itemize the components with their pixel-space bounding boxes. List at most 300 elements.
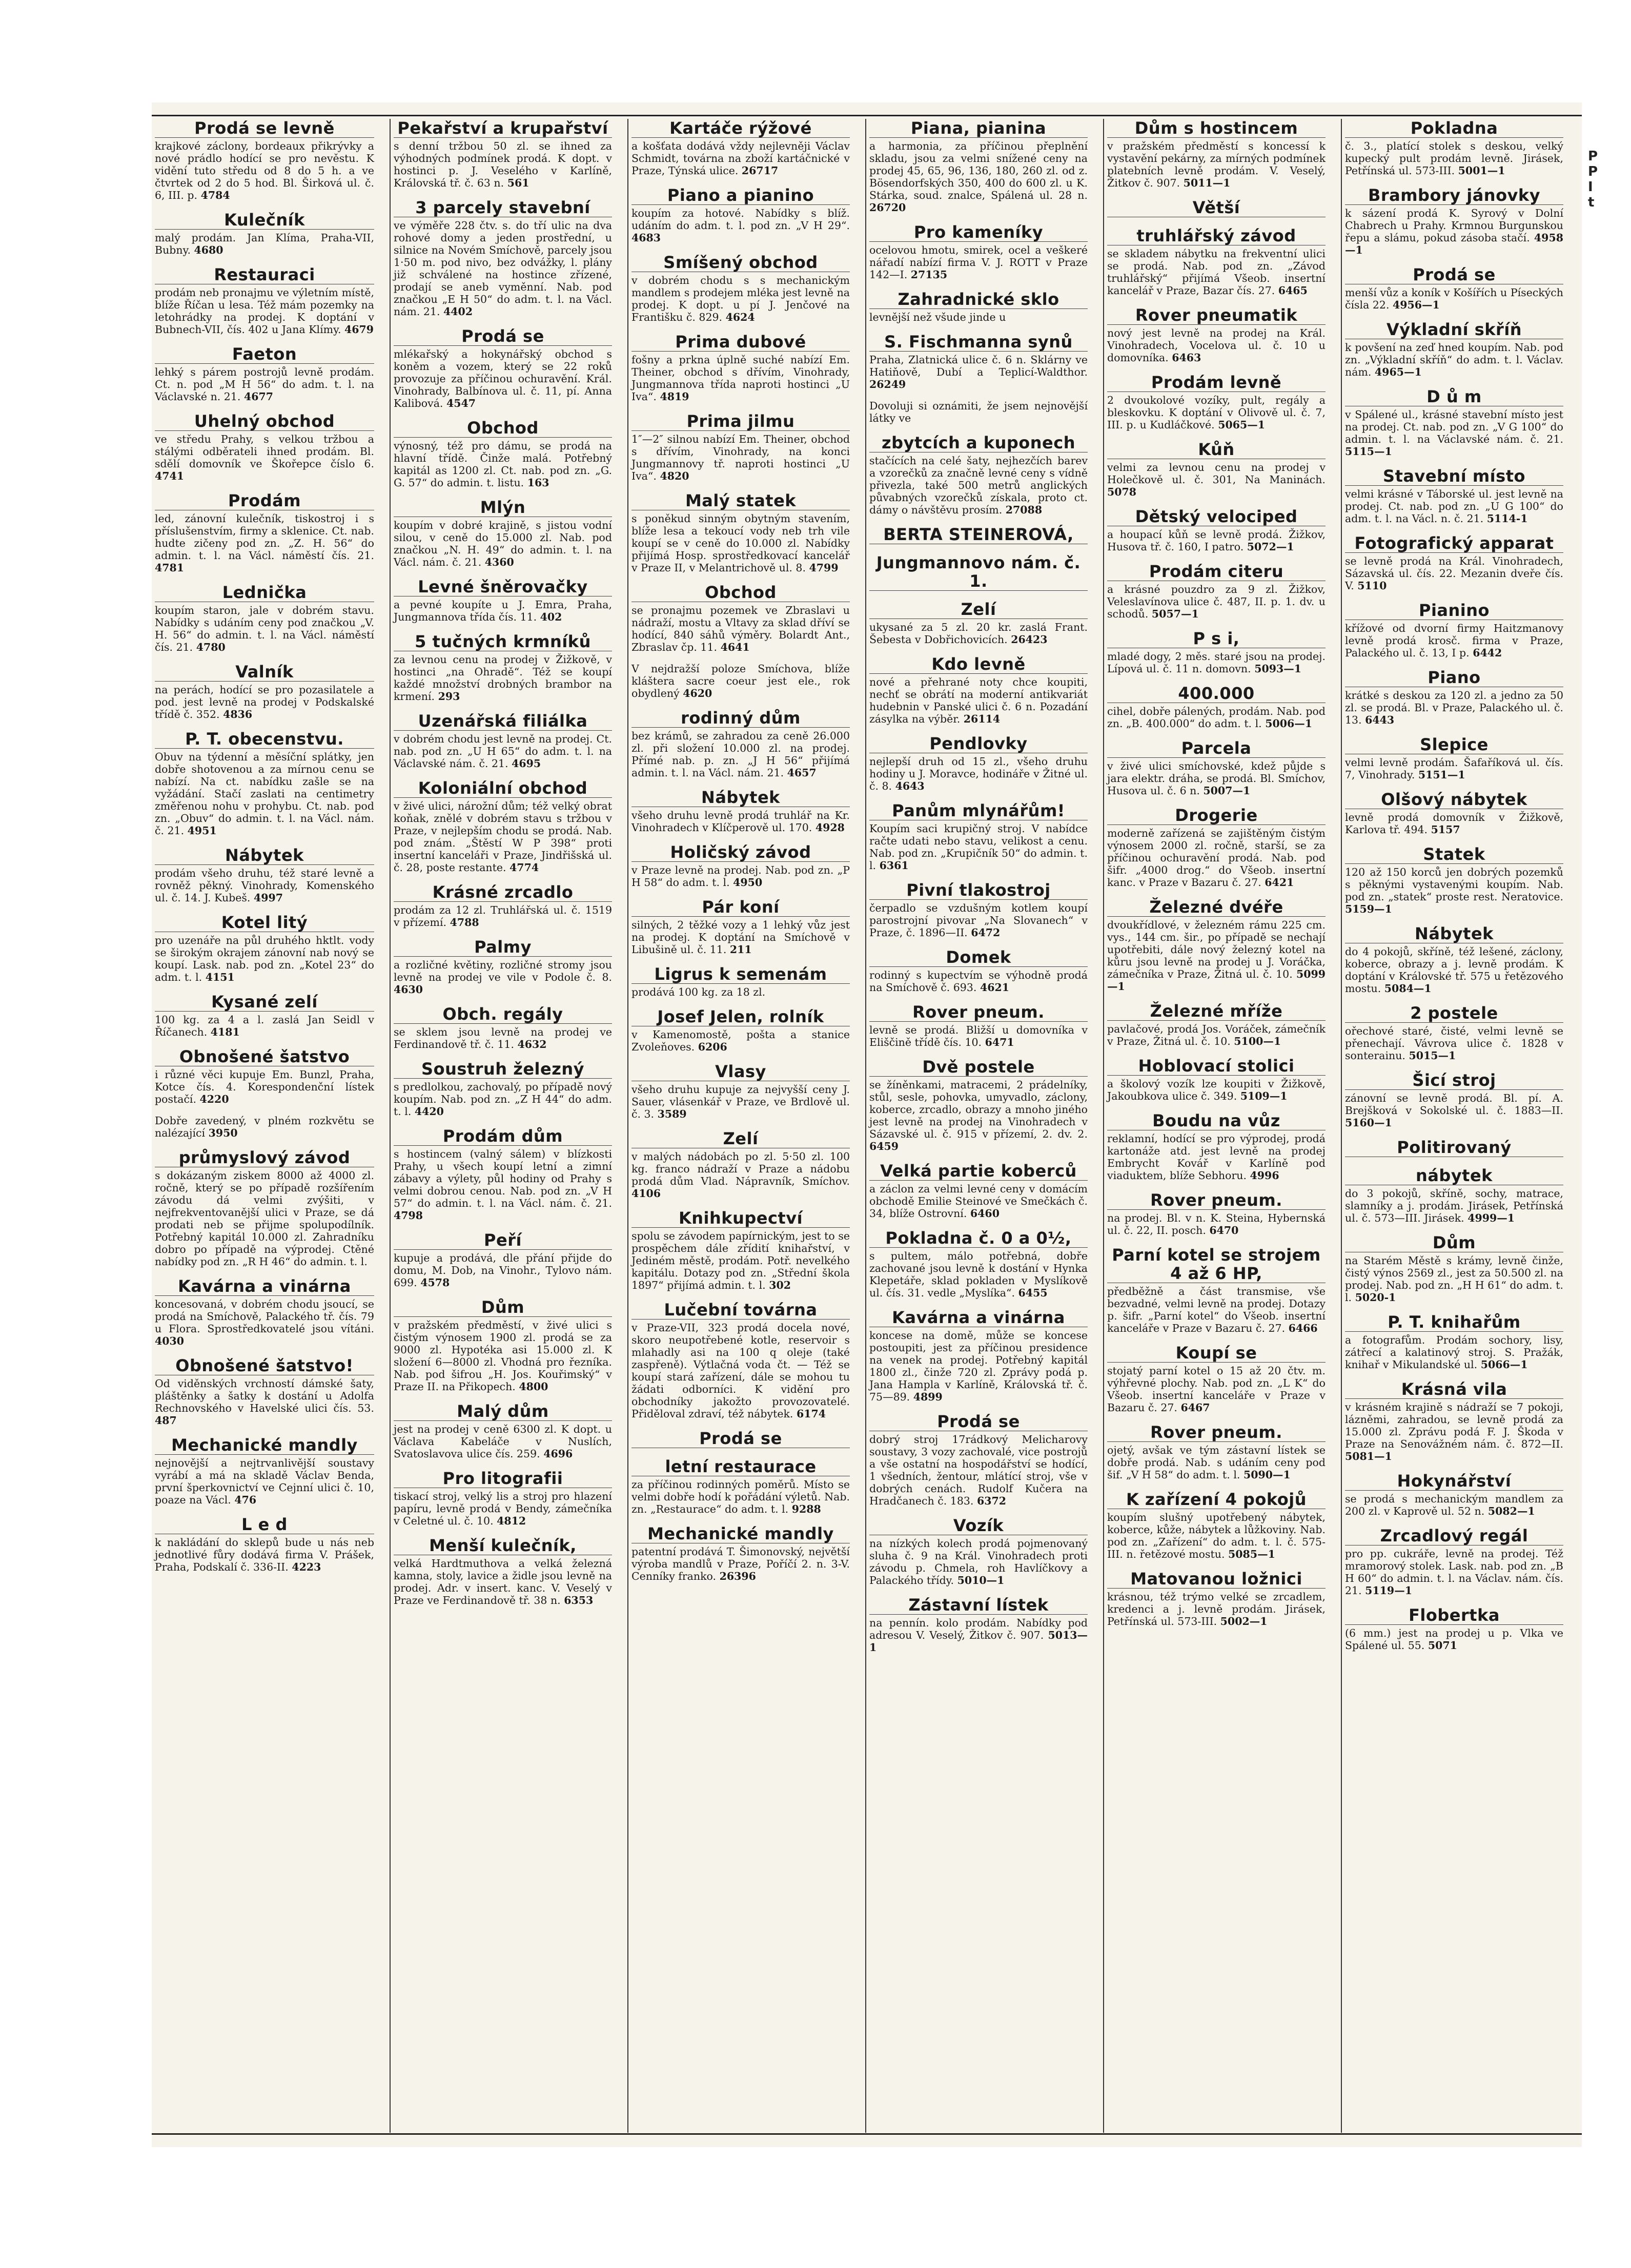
ad-number: 6421	[1265, 876, 1294, 889]
ad-heading: průmyslový závod	[155, 1148, 374, 1167]
ad-body-text: krátké s deskou za 120 zl. a jedno za 50 zl. se prodá. Bl. v Praze, Palackého ul. č. 13.	[1345, 689, 1563, 726]
classified-ad	[1345, 845, 1563, 915]
ad-number: 4950	[733, 876, 763, 889]
edge-mark: t	[1588, 195, 1595, 210]
classified-ad	[631, 898, 850, 956]
classified-ad	[869, 1516, 1088, 1586]
ad-text	[1107, 650, 1326, 675]
ad-body-text: (6 mm.) jest na prodej u p. Vlka ve Spálené ul. 55.	[1345, 1627, 1563, 1652]
ad-body-text: a krásné pouzdro za 9 zl. Žižkov, Veleslavínova ulice č. 487, II. p. 1. dv. u schodů.	[1107, 583, 1326, 620]
ad-text	[394, 1423, 612, 1460]
ad-heading: P s i,	[1107, 629, 1326, 648]
ad-number: 4420	[414, 1105, 444, 1118]
classified-ad	[394, 1402, 612, 1460]
classified-ad	[869, 1308, 1088, 1403]
ad-number: 5159—1	[1345, 903, 1392, 915]
ad-body-text: levně prodá domovník v Žižkově, Karlova tř. 494.	[1345, 811, 1563, 836]
ad-number: 5093—1	[1254, 663, 1302, 675]
ad-body-text: s predlolkou, zachovalý, po případě nový koupím. Nab. pod zn. „Z H 44“ do adm. t. l.	[394, 1081, 612, 1118]
ad-number: 26396	[719, 1570, 756, 1582]
ad-text	[1107, 1591, 1326, 1627]
ad-heading: Železné dvéře	[1107, 898, 1326, 917]
ad-heading: Kulečník	[155, 211, 374, 230]
ad-body-text: nové a přehrané noty chce koupiti, nechť se obrátí na moderní antikvariát hudebnin v Panské ulici č. 6 n. Pozadání zásylka na výběr.	[869, 676, 1088, 725]
classified-ad	[1345, 467, 1563, 525]
ad-number: 4695	[512, 757, 541, 770]
ad-heading: Faeton	[155, 345, 374, 364]
ad-number: 5114-1	[1486, 512, 1528, 525]
ad-body-text: prodám za 12 zl. Truhlářská ul. č. 1519 v přízemí.	[394, 904, 612, 929]
ad-heading: Olšový nábytek	[1345, 790, 1563, 809]
ad-heading: Prima jilmu	[631, 412, 850, 431]
ad-number: 4223	[292, 1561, 321, 1573]
ad-body-text: stačících na celé šaty, nejhezčích barev a vzorečků za značně levné ceny s vídně přivezla, také 500 metrů anglických půvabných vzorečků získala, proto ct. dámy o návštěvu prosím.	[869, 455, 1088, 516]
ad-number: 4696	[543, 1448, 573, 1460]
ad-heading: Uzenářská filiálka	[394, 712, 612, 731]
ad-body-text: dobrý stroj 17rádkový Melicharovy soustavy, 3 vozy zachovalé, vice postrojů a vše ostatní na hospodářství se hodící, 1 všedních, žentour, mlátící stroj, vše v dobrých cenách. Rudolf Kučera na Hradčanech č. 183.	[869, 1433, 1088, 1507]
ad-number: 4181	[210, 1026, 240, 1038]
ad-heading: Rover pneumatik	[1107, 306, 1326, 325]
ad-number: 4819	[660, 390, 689, 403]
classified-ad	[155, 345, 374, 403]
ad-text	[1345, 1334, 1563, 1371]
ad-body-text: spolu se závodem papírnickým, jest to se prospěchem dále zřídití knihařství, v Jediném městě, prodám. Potř. nevelkého kapitálu. Dotazy pod zn. „Střední škola 1897“ přijímá admin. t. l.	[631, 1230, 850, 1291]
classified-ad	[869, 1229, 1088, 1299]
ad-heading: Pro kameníky	[869, 223, 1088, 242]
ad-number: 3589	[657, 1108, 687, 1120]
ad-text	[394, 1081, 612, 1118]
ad-number: 6443	[1365, 714, 1395, 726]
ad-text	[1345, 1401, 1563, 1462]
ad-heading: Dvě postele	[869, 1058, 1088, 1077]
ad-text	[869, 969, 1088, 994]
ad-number: 4630	[394, 983, 423, 996]
ad-number: 5010—1	[957, 1574, 1005, 1586]
classified-ad	[394, 779, 612, 874]
ad-number: 6353	[564, 1594, 594, 1606]
classified-column-5	[1103, 119, 1329, 2133]
ad-number: 4928	[815, 821, 845, 834]
ad-heading: Valník	[155, 663, 374, 682]
ad-heading: Statek	[1345, 845, 1563, 864]
ad-heading: Prodám dům	[394, 1127, 612, 1146]
ad-heading: Prodám citeru	[1107, 562, 1326, 581]
ad-heading: Dům s hostincem	[1107, 119, 1326, 138]
ad-number: 5160—1	[1345, 1117, 1392, 1129]
ad-number: 6455	[1018, 1287, 1048, 1299]
ad-body-text: a fotografům. Prodám sochory, lisy, zátřecí a kalatinový stroj. S. Pražák, knihař v Mikulandské ul.	[1345, 1334, 1563, 1371]
classified-ad	[1345, 1138, 1563, 1157]
ad-body-text: reklamní, hodící se pro výprodej, prodá kartonáže atd. jest levně na prodej Embrycht Kovář v Karlíně pod viaduktem, blíže Sebhoru.	[1107, 1132, 1326, 1182]
classified-ad	[155, 1436, 374, 1506]
ad-number: 302	[769, 1279, 791, 1291]
classified-ad	[1107, 507, 1326, 553]
ad-heading: Nábytek	[155, 846, 374, 865]
classified-ad	[1107, 629, 1326, 675]
ad-body-text: Praha, Zlatnická ulice č. 6 n. Sklárny ve Hatiňově, Dubí a Teplicí-Waldthor.	[869, 354, 1088, 378]
ad-heading: Zelí	[869, 600, 1088, 619]
ad-heading: Prodá se	[1345, 265, 1563, 284]
ad-body-text: 2 dvoukolové vozíky, pult, regály a bleskovku. K doptání v Olivově ul. č. 7, III. p. u Kudláčkové.	[1107, 394, 1326, 431]
ad-body-text: silných, 2 těžké vozy a 1 lehký vůz jest na prodej. K doptání na Smíchově v Libušině ul. č. 11.	[631, 919, 850, 956]
ad-text	[1345, 1092, 1563, 1129]
classified-ad	[1345, 924, 1563, 995]
ad-body-text: k sázení prodá K. Syrový v Dolní Chabrech u Prahy. Krmnou Burgunskou řepu a slámu, pokud zásoba stačí.	[1345, 207, 1563, 244]
ad-heading: Pro litografii	[394, 1469, 612, 1488]
ad-text	[631, 864, 850, 889]
classified-ad	[155, 1148, 374, 1268]
ad-number: 3950	[208, 1127, 238, 1139]
classified-ad	[394, 712, 612, 770]
edge-mark: I	[1588, 179, 1593, 195]
ad-text	[155, 512, 374, 574]
classified-ad	[155, 846, 374, 904]
ad-text	[869, 311, 1088, 323]
classified-ad	[1345, 601, 1563, 659]
classified-ad	[1345, 186, 1563, 256]
ad-heading: Obchod	[631, 583, 850, 602]
ad-body-text: se sklem jsou levně na prodej ve Ferdinandově tř. č. 11.	[394, 1026, 612, 1050]
classified-ad	[1107, 1344, 1326, 1414]
classified-ad	[394, 198, 612, 318]
ad-heading: Restauraci	[155, 265, 374, 284]
classified-ad	[631, 1429, 850, 1448]
ad-number: 4547	[446, 397, 476, 409]
ad-body-text: se skladem nábytku na frekventní ulici se prodá. Nab. pod zn. „Závod truhlářský“ přijímá Všeob. insertní kancelář v Praze, Bazar čís. 27.	[1107, 248, 1326, 297]
ad-heading: 400.000	[1107, 684, 1326, 703]
ad-text	[155, 604, 374, 653]
ad-body-text: v živé ulici, nárožní dům; též velký obrat koňak, znělé v dobrém stavu s tržbou v Praze, v nejlepším chodu se prodá. Nab. pod znám. „Štěstí W P 398“ proti insertní kanceláři v Praze, Jindřišská ul. č. 28, poste restante.	[394, 800, 612, 874]
ad-heading: Pendlovky	[869, 734, 1088, 753]
ad-body-text: ve středu Prahy, s velkou tržbou a stálými odběrateli ihned prodám. Bl. sdělí domovník ve Škořepce číslo 6.	[155, 433, 374, 470]
ad-text	[1107, 1444, 1326, 1481]
ad-heading: Kavárna a vinárna	[155, 1277, 374, 1296]
ad-text	[394, 653, 612, 703]
ad-text	[1107, 583, 1326, 620]
ad-heading: Rover pneum.	[1107, 1423, 1326, 1442]
ad-number: 5100—1	[1234, 1035, 1281, 1047]
ad-heading: Josef Jelen, rolník	[631, 1007, 850, 1026]
ad-heading: Pokladna č. 0 a 0½,	[869, 1229, 1088, 1248]
ad-body-text: krajkové záclony, bordeaux přikrývky a nové prádlo hodící se pro nevěstu. K vidění tuto středu od 8 do 5 h. a ve čtvrtek od 2 do 5 hod. Bl. Širková ul. č. 6, III. p.	[155, 140, 374, 201]
ad-number: 6206	[698, 1041, 727, 1053]
ad-heading: Fotografický apparat	[1345, 534, 1563, 553]
ad-number: 26720	[869, 201, 906, 214]
ad-heading: Kůň	[1107, 440, 1326, 459]
ad-number: 4641	[720, 641, 750, 653]
ad-body-text: Obuv na týdenní a měsíční splátky, jen dobře shotovenou a za mírnou cenu se nabízí. Na ct. nabídku zašle se na vyžádání. Stačí zaslati na centimetry změřenou nohu v prohybu. Ct. nab. pod zn. „Obuv“ do admin. t. l. na Václ. nám. č. 21.	[155, 751, 374, 837]
classified-ad	[631, 965, 850, 998]
ad-body-text: stojatý parní kotel o 15 až 20 čtv. m. výhřevné plochy. Nab. pod zn. „L K“ do Všeob. insertní kanceláře v Praze v Bazaru č. 27.	[1107, 1365, 1326, 1414]
ad-text	[1107, 394, 1326, 431]
ad-heading: Kysané zelí	[155, 993, 374, 1012]
classified-ad	[1107, 806, 1326, 889]
ad-heading: Koupí se	[1107, 1344, 1326, 1363]
ad-text	[631, 512, 850, 574]
classified-ad	[155, 1277, 374, 1347]
ad-heading: S. Fischmanna synů	[869, 333, 1088, 352]
ad-body-text: i různé věci kupuje Em. Bunzl, Praha, Kotce čís. 4. Korespondenční lístek postačí.	[155, 1068, 374, 1105]
ad-body-text: cihel, dobře pálených, prodám. Nab. pod zn. „B. 400.000“ do adm. t. l.	[1107, 705, 1326, 730]
ad-heading: BERTA STEINEROVÁ,	[869, 525, 1088, 544]
ad-text	[1107, 1132, 1326, 1182]
classified-ad	[631, 1007, 850, 1053]
ad-heading: Obch. regály	[394, 1005, 612, 1024]
ad-number: 5006—1	[1265, 717, 1313, 730]
ad-text	[631, 1028, 850, 1053]
ad-number: 4657	[787, 767, 817, 779]
ad-body-text: v krásném krajině s nádraží se 7 pokoji, lázněmi, zahradou, se levně prodá za 15.000 zl. Zprávu podá F. J. Škoda v Praze na Senovážném nám. č. 872—II.	[1345, 1401, 1563, 1450]
classified-ad	[869, 223, 1088, 281]
ad-heading: Prodám levně	[1107, 373, 1326, 392]
classified-ad	[155, 265, 374, 336]
ad-body-text: č. 3., platící stolek s deskou, velký kupecký pult prodám levně. Jirásek, Petřínská ul. 573-III.	[1345, 140, 1563, 177]
ad-number: 26114	[963, 713, 1001, 725]
ad-text	[394, 1252, 612, 1289]
ad-number: 487	[155, 1414, 177, 1427]
ad-body-text: zánovní se levně prodá. Bl. pí. A. Brejšková v Sokolské ul. č. 1883—II.	[1345, 1092, 1563, 1117]
ad-heading: Mechanické mandly	[631, 1524, 850, 1543]
classified-ad	[1107, 1191, 1326, 1236]
ad-number: 4799	[809, 562, 839, 574]
ad-number: 4578	[420, 1276, 450, 1289]
ad-text	[631, 1230, 850, 1291]
ad-number: 5090—1	[1243, 1469, 1291, 1481]
ad-text	[869, 1183, 1088, 1220]
ad-body-text: v Praze levně na prodej. Nab. pod zn. „P H 58“ do adm. t. l.	[631, 864, 850, 889]
ad-text	[631, 354, 850, 403]
ad-heading: Železné mříže	[1107, 1002, 1326, 1021]
ad-heading: zbytcích a kuponech	[869, 434, 1088, 452]
ad-body-text: se levně prodá na Král. Vinohradech, Sázavská ul. čís. 22. Mezanin dveře čís. V.	[1345, 555, 1563, 592]
ad-body-text: jest na prodej v ceně 6300 zl. K dopt. u Václava Kabeláče v Nuslích, Svatoslavova ulice čís. 259.	[394, 1423, 612, 1460]
ad-number: 5084—1	[1384, 982, 1432, 995]
ad-heading: Prima dubové	[631, 333, 850, 352]
ad-body-text: na Starém Městě s krámy, levně činže, čistý výnos 2569 zl., jest za 50.500 zl. na prodej. Nab. pod zn. „H H 61“ do adm. t. l.	[1345, 1254, 1563, 1304]
ad-heading: Dětský velociped	[1107, 507, 1326, 526]
ad-text	[1107, 1078, 1326, 1102]
classified-ad	[394, 1127, 612, 1222]
ad-heading: Levné šněrovačky	[394, 578, 612, 596]
ad-heading: rodinný dům	[631, 709, 850, 728]
classified-ad	[394, 578, 612, 623]
ad-heading: Knihkupectví	[631, 1209, 850, 1228]
ad-number: 5157	[1431, 823, 1460, 836]
classified-ad	[155, 583, 374, 653]
ad-text	[1107, 1023, 1326, 1047]
ad-text	[1107, 327, 1326, 364]
ad-body-text: za příčinou rodinných poměrů. Místo se velmi dobře hodí k pořádání výletů. Nab. zn. „Restaurace“ do adm. t. l.	[631, 1478, 850, 1515]
classified-ad	[394, 1005, 612, 1050]
classified-ad	[631, 709, 850, 779]
ad-text	[155, 684, 374, 720]
ad-text	[1107, 827, 1326, 889]
ad-number: 5015—1	[1409, 1049, 1456, 1062]
classified-ad	[869, 1596, 1088, 1654]
ad-text	[394, 733, 612, 770]
classified-ad	[1345, 265, 1563, 311]
classified-ad	[394, 327, 612, 409]
ad-text	[1345, 1548, 1563, 1597]
ad-text	[1345, 408, 1563, 458]
ad-number: 4151	[205, 971, 235, 983]
ad-number: 6361	[879, 859, 909, 872]
ad-text	[155, 867, 374, 904]
ad-number: 4643	[895, 780, 925, 792]
classified-ad	[1107, 1246, 1326, 1334]
classified-ad	[1107, 739, 1326, 797]
classified-ad	[394, 1469, 612, 1527]
classified-ad	[155, 913, 374, 983]
ad-body-text: velmi levně prodám. Šafaříková ul. čís. 7, Vinohrady.	[1345, 756, 1563, 781]
ad-text	[869, 1250, 1088, 1299]
ad-number: 4624	[725, 311, 755, 323]
ad-text	[394, 959, 612, 996]
classified-column-3	[627, 119, 853, 2133]
classified-ad	[155, 993, 374, 1038]
ad-body-text: v pražském předměstí, v živé ulici s čistým výnosem 1900 zl. prodá se za 9000 zl. Hypotéka asi 15.000 zl. K složení 6—8000 zl. Vhodná pro řezníka. Nab. pod šifrou „H. Jos. Kouřimský“ v Praze II. na Přikopech.	[394, 1319, 612, 1393]
ad-heading: Flobertka	[1345, 1606, 1563, 1625]
edge-mark: P	[1588, 164, 1598, 179]
classified-ad	[631, 1301, 850, 1420]
ad-body-text: v Praze-VII, 323 prodá docela nové, skoro neupotřebené kotle, reservoir s mlahadly asi na 100 q oleje (také zaspřeně). Výtlačná voda čt. — Též se koupí stará zařízení, dále se mohou tu žádati odborníci. K vidění pro obchodníky jakožto provozovatelé. Přiděloval zdraví, též nábytek.	[631, 1322, 850, 1420]
ad-body-text: moderně zařízená se zajištěným čistým výnosem 2000 zl. ročně, starší, se za příčinou ochuravění prodá. Nab. pod šifr. „4000 drog.“ do Všeob. insertní kanc. v Praze v Bazaru č. 27.	[1107, 827, 1326, 889]
ad-body-text: 100 kg. za 4 a l. zaslá Jan Seidl v Říčanech.	[155, 1014, 374, 1038]
classified-ad	[155, 1047, 374, 1105]
ad-text	[631, 730, 850, 779]
ad-body-text: s pultem, málo potřebná, dobře zachované jsou levně k dostání v Hynka Klepetáře, sklad pokladen v Myslíkově ul. čís. 31. vedle „Myslíka“.	[869, 1250, 1088, 1299]
ad-text	[1345, 207, 1563, 256]
ad-number: 4620	[683, 687, 712, 699]
ad-heading: Menší kulečník,	[394, 1536, 612, 1555]
ad-text	[869, 140, 1088, 214]
ad-heading: Šicí stroj	[1345, 1071, 1563, 1090]
ad-body-text: koupím v dobré krajině, s jistou vodní silou, v ceně do 15.000 zl. Nab. pod značkou „N. H. 49“ do admin. t. l. na Václ. nám. č. 21.	[394, 519, 612, 568]
ad-number: 4402	[443, 305, 473, 318]
classified-ad	[1107, 306, 1326, 364]
ad-text	[869, 1079, 1088, 1152]
ad-body-text: v dobrém chodu s s mechanickým mandlem s prodejem mléka jest levně na prodej. K dopt. u pí J. Jenčové na Františku č. 829.	[631, 274, 850, 323]
classified-ad	[394, 632, 612, 703]
ad-number: 5072—1	[1247, 541, 1294, 553]
ad-text	[394, 599, 612, 623]
ad-text	[155, 1115, 374, 1139]
ad-body-text: všeho druhu kupuje za nejvyšší ceny J. Sauer, vlásenkář v Praze, ve Brdlově ul. č. 3.	[631, 1083, 850, 1120]
ad-text	[155, 140, 374, 201]
ad-body-text: ořechové staré, čisté, velmi levně se přenechají. Vávrova ulice č. 1828 v sonterainu.	[1345, 1025, 1563, 1062]
classified-ad	[155, 211, 374, 256]
classified-ad	[869, 1058, 1088, 1152]
ad-number: 4800	[519, 1380, 548, 1393]
ad-number: 4677	[243, 390, 274, 403]
ad-body-text: ocelovou hmotu, smirek, ocel a veškeré nářadí nabízí firma V. J. ROTT v Praze 142—I.	[869, 244, 1088, 281]
classified-ad	[869, 400, 1088, 424]
classified-ad	[394, 1231, 612, 1289]
ad-text	[1345, 555, 1563, 592]
ad-text	[1345, 622, 1563, 659]
ad-number: 26423	[1011, 633, 1048, 646]
ad-text	[869, 902, 1088, 939]
adjacent-page-edge	[1588, 149, 1608, 210]
ad-body-text: a záclon za velmi levné ceny v domácím obchodě Emilie Steinové ve Smečkách č. 34, blíže Ostrovní.	[869, 1183, 1088, 1220]
classified-ad	[1345, 1472, 1563, 1517]
classified-ad	[1345, 320, 1563, 378]
classified-ad	[631, 333, 850, 403]
classified-ad	[394, 1060, 612, 1118]
ad-text	[1345, 140, 1563, 177]
ad-number: 5066—1	[1480, 1358, 1528, 1371]
ad-number: 9288	[791, 1503, 821, 1515]
ad-text	[869, 1537, 1088, 1586]
ad-body-text: na perách, hodící se pro pozasilatele a pod. jest levně na prodej v Podskalské třídě č. 352.	[155, 684, 374, 720]
ad-number: 27135	[910, 269, 948, 281]
ad-number: 4997	[253, 892, 283, 904]
ad-heading: Slepice	[1345, 735, 1563, 754]
top-rule	[152, 115, 1582, 116]
ad-number: 5115—1	[1345, 445, 1392, 458]
ad-heading: Zahradnické sklo	[869, 290, 1088, 309]
ad-heading: Matovanou ložnici	[1107, 1570, 1326, 1589]
ad-number: 4899	[913, 1391, 943, 1403]
ad-heading: Nábytek	[631, 788, 850, 807]
ad-number: 293	[438, 690, 460, 703]
ad-heading: Soustruh železný	[394, 1060, 612, 1079]
classified-ad	[394, 1298, 612, 1393]
classified-ad	[394, 883, 612, 929]
ad-text	[1345, 1254, 1563, 1304]
ad-heading: Jungmannovo nám. č. 1.	[869, 553, 1088, 591]
ad-body-text: krásnou, též trýmo velké se zrcadlem, kredenci a j. levně prodám. Jirásek, Petřínská ul. 573-III.	[1107, 1591, 1326, 1627]
ad-body-text: nejlepší druh od 15 zl., všeho druhu hodiny u J. Moravce, hodináře v Žitné ul. č. 8.	[869, 755, 1088, 792]
ad-body-text: Dobře zavedený, v plném rozkvětu se nalézající	[155, 1115, 374, 1139]
ad-heading: Vlasy	[631, 1062, 850, 1081]
ad-text	[631, 1545, 850, 1582]
ad-text	[869, 755, 1088, 792]
ad-text	[1107, 140, 1326, 189]
ad-text	[155, 751, 374, 837]
ad-number: 5007—1	[1203, 785, 1251, 797]
ad-body-text: k povšení na zeď hned koupím. Nab. pod zn. „Výkladní skříň“ do adm. t. l. Václav. nám.	[1345, 341, 1563, 378]
ad-number: 5085—1	[1228, 1548, 1275, 1560]
classified-ad	[155, 491, 374, 574]
ad-heading: Obnošené šatstvo!	[155, 1356, 374, 1375]
ad-heading: Drogerie	[1107, 806, 1326, 825]
classified-column-4	[865, 119, 1091, 2133]
ad-text	[869, 354, 1088, 390]
classified-ad	[1107, 684, 1326, 730]
ad-number: 4958—1	[1345, 232, 1563, 256]
ad-heading: Velká partie koberců	[869, 1162, 1088, 1181]
ad-body-text: k nakládání do sklepů bude u nás neb jednotlivé fůry dodává firma V. Prášek, Praha, Podskalí č. 336-II.	[155, 1536, 374, 1573]
ad-text	[1345, 945, 1563, 995]
classified-ad	[869, 333, 1088, 390]
ad-text	[631, 663, 850, 699]
ad-text	[1107, 528, 1326, 553]
ad-number: 5011—1	[1183, 177, 1231, 189]
ad-heading: Parcela	[1107, 739, 1326, 758]
ad-heading: Parní kotel se strojem 4 až 6 HP,	[1107, 1246, 1326, 1283]
ad-number: 4621	[980, 981, 1009, 994]
ad-text	[1345, 811, 1563, 836]
ad-body-text: do 4 pokojů, skříně, též lešené, záclony, koberce, obrazy a j. levně prodám. K doptání v Královské tř. 575 u řetězového mostu.	[1345, 945, 1563, 995]
ad-text	[394, 440, 612, 489]
classified-ad	[869, 948, 1088, 994]
ad-text	[155, 286, 374, 336]
ad-body-text: v živé ulici smíchovské, kdež půjde s jara elektr. dráha, se prodá. Bl. Smíchov, Husova ul. č. 6 n.	[1107, 760, 1326, 797]
ad-body-text: Od viděnských vrchností dámské šaty, pláštěnky a šatky k dostání u Adolfa Rechnovského v Havelské ulici čís. 53.	[155, 1377, 374, 1414]
ad-text	[1345, 689, 1563, 726]
ad-heading: truhlářský závod	[1107, 226, 1326, 245]
